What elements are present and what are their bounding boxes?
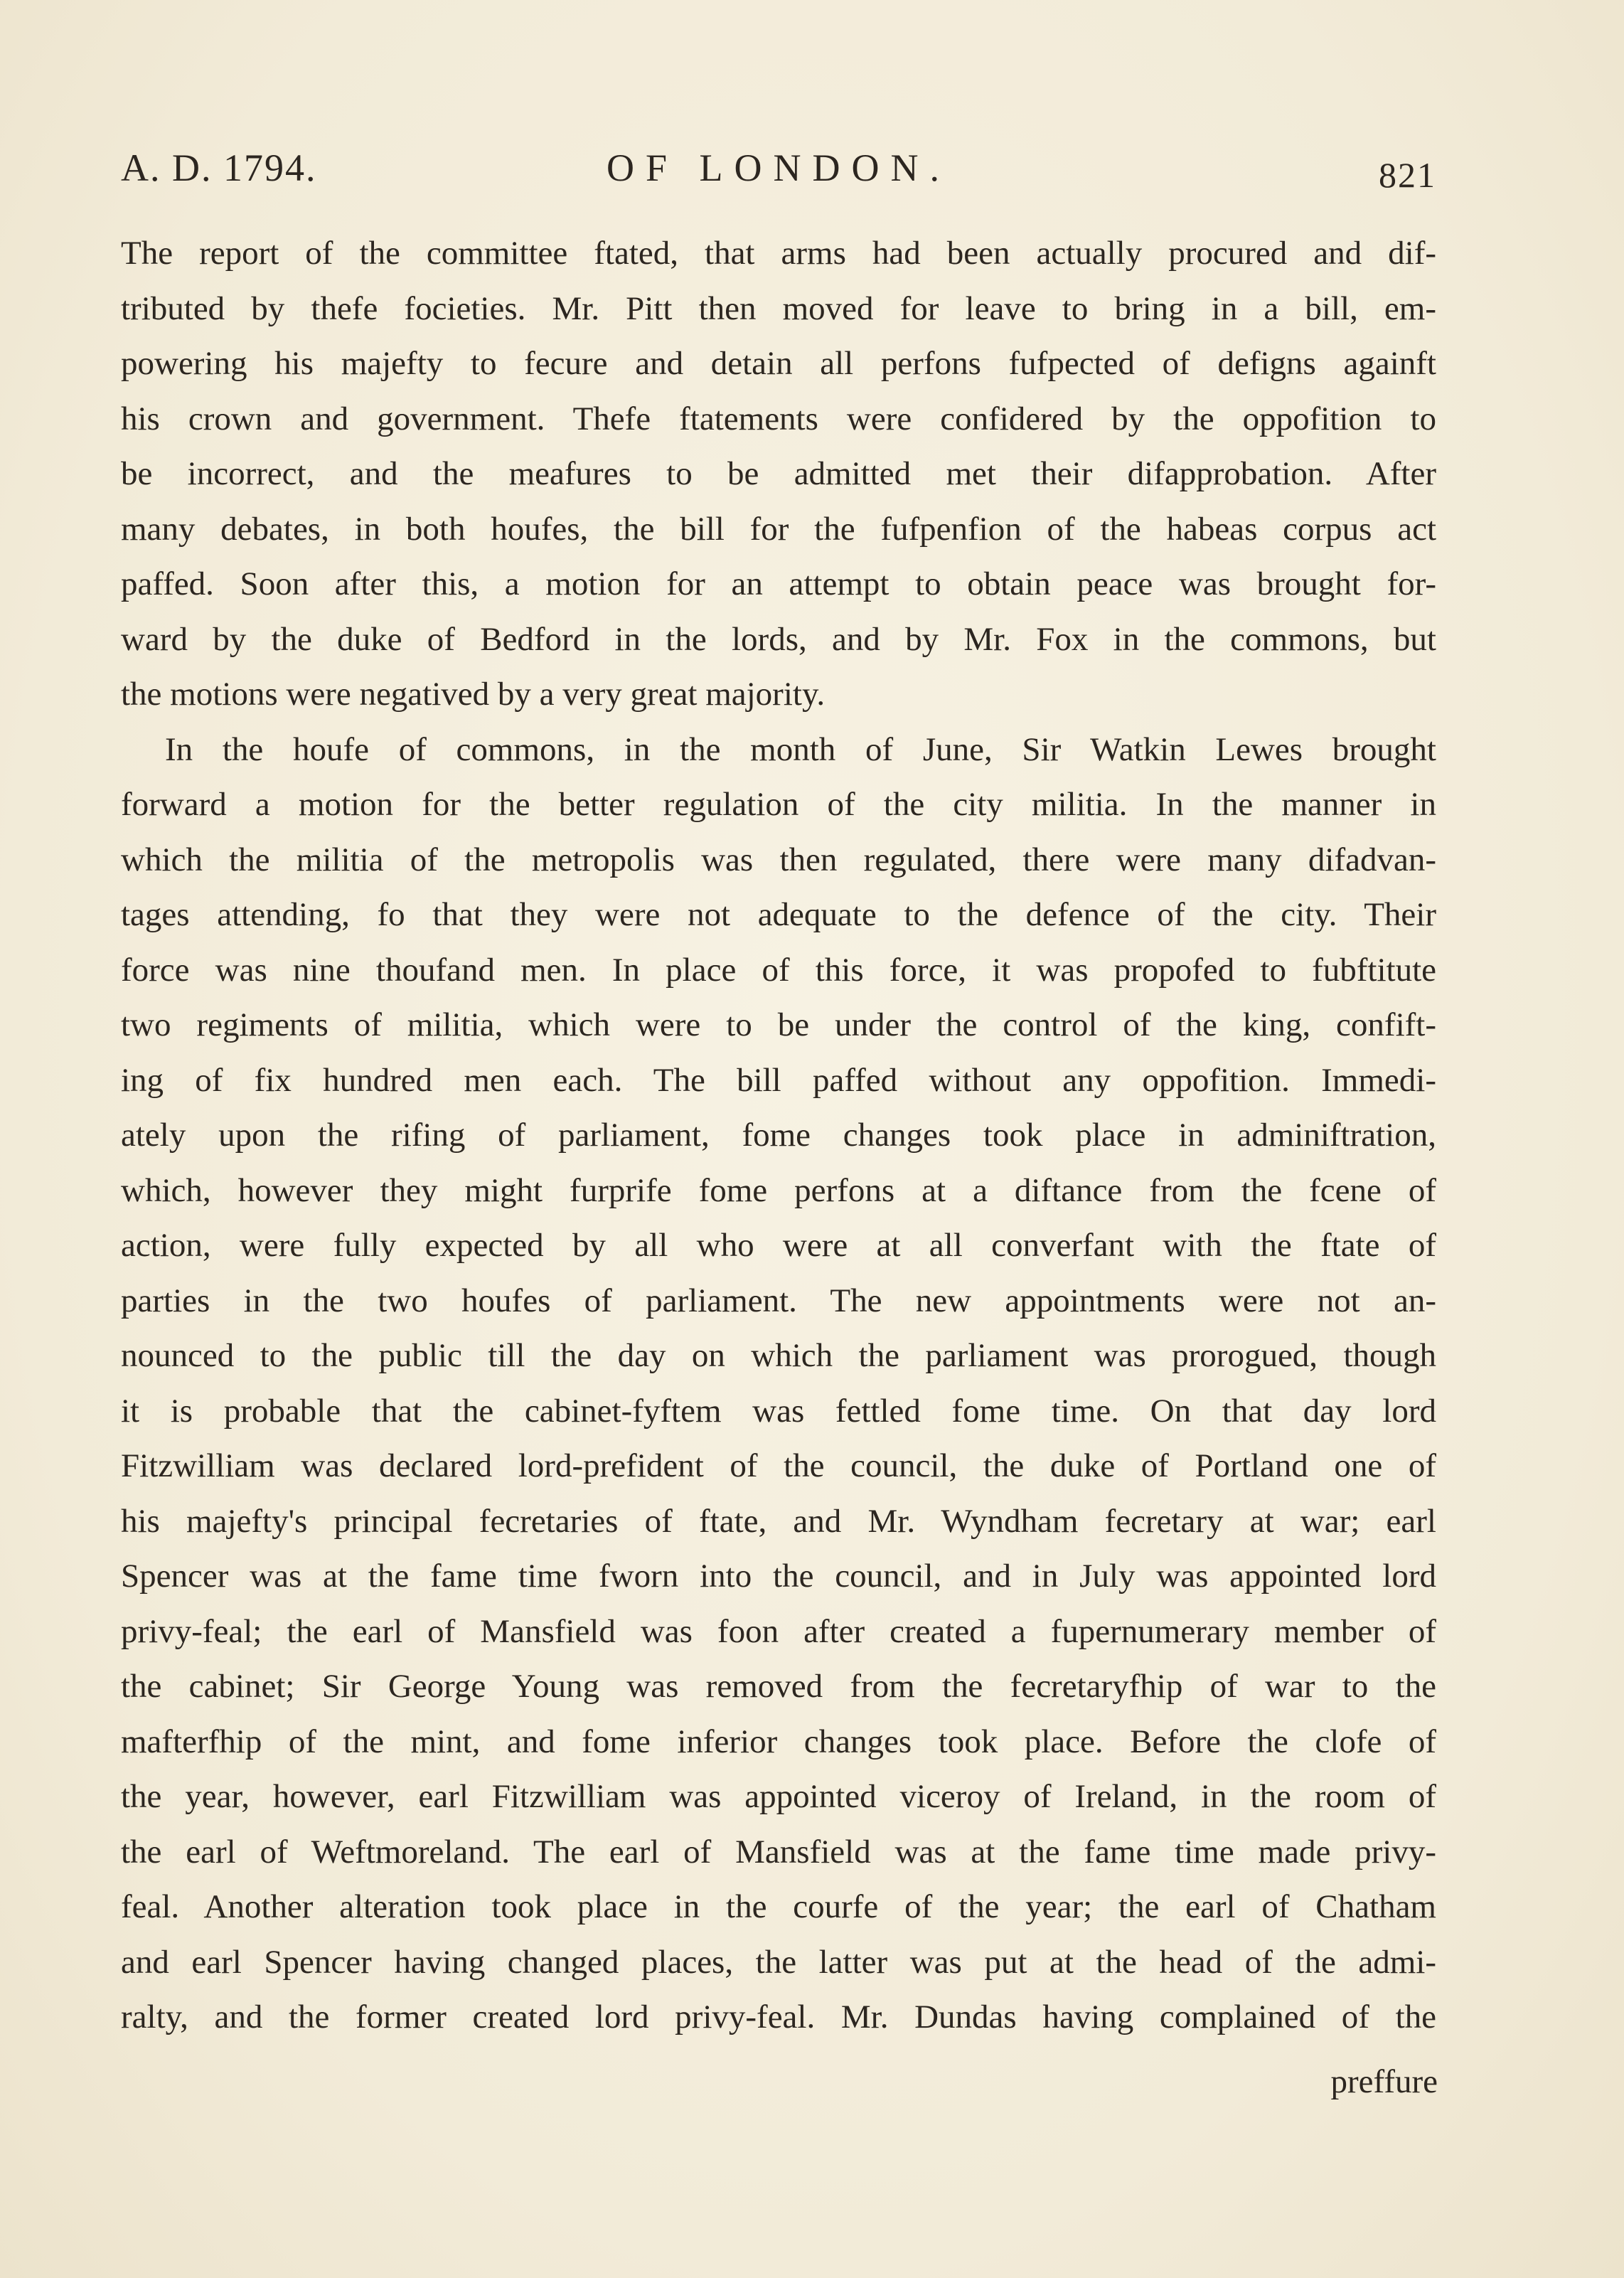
text-line: mafterfhip of the mint, and fome inferior changes took place. Before the clofe of <box>121 1723 1436 1760</box>
catchword: preffure <box>1330 2063 1438 2100</box>
text-line: the earl of Weftmoreland. The earl of Mansfield was at the fame time made privy- <box>121 1833 1436 1870</box>
text-line: it is probable that the cabinet-fyftem was fettled fome time. On that day lord <box>121 1392 1436 1430</box>
text-line: In the houfe of commons, in the month of June, Sir Watkin Lewes brought <box>165 730 1436 768</box>
text-line: action, were fully expected by all who were at all converfant with the ftate of <box>121 1227 1436 1264</box>
text-line: his crown and government. Thefe ftatements were confidered by the oppofition to <box>121 400 1436 437</box>
text-line: tages attending, fo that they were not adequate to the defence of the city. Their <box>121 896 1436 933</box>
text-line: parties in the two houfes of parliament. The new appointments were not an- <box>121 1282 1436 1319</box>
text-line: many debates, in both houfes, the bill for the fufpenfion of the habeas corpus act <box>121 510 1436 548</box>
header-year: A. D. 1794. <box>121 147 317 189</box>
text-line: forward a motion for the better regulation of the city militia. In the manner in <box>121 786 1436 823</box>
text-line: the cabinet; Sir George Young was removed from the fecretaryfhip of war to the <box>121 1668 1436 1705</box>
text-line: which, however they might furprife fome perfons at a diftance from the fcene of <box>121 1171 1436 1209</box>
header-title: OF LONDON. <box>607 147 951 189</box>
text-line: ralty, and the former created lord privy-feal. Mr. Dundas having complained of the <box>121 1998 1436 2035</box>
text-line: ately upon the rifing of parliament, fome changes took place in adminiftration, <box>121 1117 1436 1154</box>
text-line: Spencer was at the fame time fworn into the council, and in July was appointed lord <box>121 1558 1436 1595</box>
text-line: privy-feal; the earl of Mansfield was foon after created a fupernumerary member of <box>121 1612 1436 1650</box>
text-line: nounced to the public till the day on which the parliament was prorogued, though <box>121 1337 1436 1374</box>
text-line: ing of fix hundred men each. The bill paffed without any oppofition. Immedi- <box>121 1061 1436 1099</box>
text-line: which the militia of the metropolis was then regulated, there were many difadvan- <box>121 841 1436 878</box>
text-line: The report of the committee ftated, that arms had been actually procured and dif- <box>121 235 1436 272</box>
text-line: ward by the duke of Bedford in the lords, and by Mr. Fox in the commons, but <box>121 620 1436 658</box>
text-line: two regiments of militia, which were to be under the control of the king, confift- <box>121 1006 1436 1043</box>
text-line: and earl Spencer having changed places, the latter was put at the head of the admi- <box>121 1943 1436 1981</box>
text-line: the year, however, earl Fitzwilliam was appointed viceroy of Ireland, in the room of <box>121 1778 1436 1815</box>
text-line: feal. Another alteration took place in the courfe of the year; the earl of Chatham <box>121 1888 1436 1925</box>
text-line: tributed by thefe focieties. Mr. Pitt then moved for leave to bring in a bill, em- <box>121 289 1436 327</box>
page-number: 821 <box>1379 155 1436 195</box>
text-line: his majefty's principal fecretaries of ftate, and Mr. Wyndham fecretary at war; earl <box>121 1502 1436 1540</box>
body-text <box>121 226 1436 2045</box>
text-line: force was nine thoufand men. In place of this force, it was propofed to fubftitute <box>121 951 1436 989</box>
text-line: powering his majefty to fecure and detain all perfons fufpected of defigns againft <box>121 345 1436 382</box>
text-line: be incorrect, and the meafures to be admitted met their difapprobation. After <box>121 455 1436 492</box>
text-line: Fitzwilliam was declared lord-prefident of the council, the duke of Portland one of <box>121 1447 1436 1484</box>
text-line: the motions were negatived by a very great majority. <box>121 676 826 713</box>
text-line: paffed. Soon after this, a motion for an attempt to obtain peace was brought for- <box>121 565 1436 602</box>
running-header <box>121 146 1436 210</box>
